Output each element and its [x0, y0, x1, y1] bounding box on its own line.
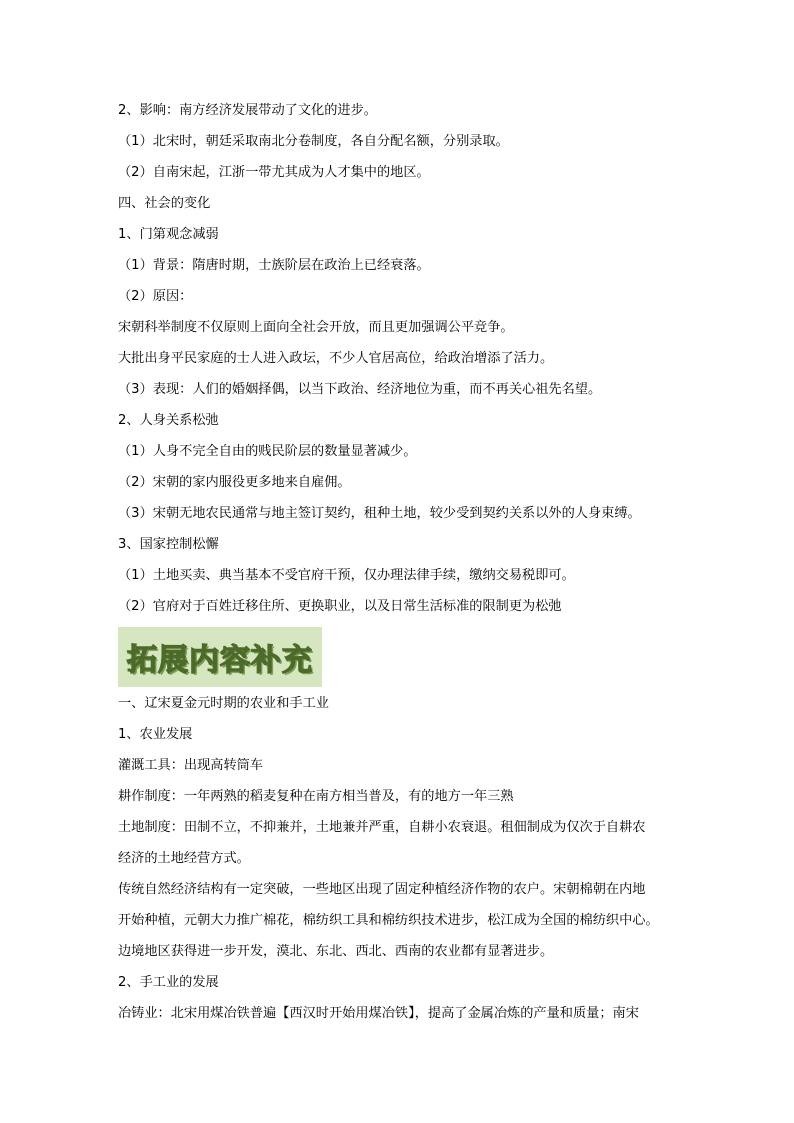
supplement-banner	[118, 627, 322, 687]
text-line: （1）背景：隋唐时期，士族阶层在政治上已经衰落。	[118, 258, 430, 273]
section-heading: 一、辽宋夏金元时期的农业和手工业	[118, 696, 329, 711]
text-line: （1）人身不完全自由的贱民阶层的数量显著减少。	[118, 444, 417, 459]
text-line: 2、影响：南方经济发展带动了文化的进步。	[118, 103, 377, 118]
text-line: 耕作制度：一年两熟的稻麦复种在南方相当普及，有的地方一年三熟	[118, 789, 514, 804]
text-line: 土地制度：田制不立，不抑兼并，土地兼并严重，自耕小农衰退。租佃制成为仅次于自耕农	[118, 820, 646, 835]
text-line: （2）自南宋起，江浙一带尤其成为人才集中的地区。	[118, 165, 430, 180]
text-line: （2）宋朝的家内服役更多地来自雇佣。	[118, 475, 351, 490]
text-line: 传统自然经济结构有一定突破，一些地区出现了固定种植经济作物的农户。宋朝棉朝在内地	[118, 882, 646, 897]
text-line: 冶铸业：北宋用煤冶铁普遍【西汉时开始用煤冶铁】，提高了金属冶炼的产量和质量；南宋	[118, 1006, 639, 1021]
text-line: 开始种植，元朝大力推广棉花，棉纺织工具和棉纺织技术进步，松江成为全国的棉纺织中心。	[118, 913, 659, 928]
text-line: 边境地区获得进一步开发，漠北、东北、西北、西南的农业都有显著进步。	[118, 944, 554, 959]
text-line: （1）土地买卖、典当基本不受官府干预，仅办理法律手续，缴纳交易税即可。	[118, 568, 575, 583]
text-line: （3）表现：人们的婚姻择偶，以当下政治、经济地位为重，而不再关心祖先名望。	[118, 382, 602, 397]
subsection-heading: 1、门第观念减弱	[118, 227, 219, 242]
text-line: （2）官府对于百姓迁移住所、更换职业，以及日常生活标准的限制更为松弛	[118, 599, 562, 614]
subsection-heading: 2、手工业的发展	[118, 975, 219, 990]
text-line: 灌溉工具：出现高转筒车	[118, 758, 264, 773]
text-line: （1）北宋时，朝廷采取南北分卷制度，各自分配名额，分别录取。	[118, 134, 509, 149]
text-line: 大批出身平民家庭的士人进入政坛，不少人官居高位，给政治增添了活力。	[118, 351, 554, 366]
text-line: （2）原因：	[118, 289, 193, 304]
subsection-heading: 2、人身关系松弛	[118, 413, 219, 428]
text-line: 宋朝科举制度不仅原则上面向全社会开放，而且更加强调公平竞争。	[118, 320, 514, 335]
subsection-heading: 3、国家控制松懈	[118, 537, 219, 552]
text-line: （3）宋朝无地农民通常与地主签订契约，租种土地，较少受到契约关系以外的人身束缚。	[118, 506, 641, 521]
text-line: 经济的土地经营方式。	[118, 851, 250, 866]
subsection-heading: 1、农业发展	[118, 727, 193, 742]
section-heading: 四、社会的变化	[118, 196, 211, 211]
banner-title: 拓展内容补充	[127, 643, 313, 678]
